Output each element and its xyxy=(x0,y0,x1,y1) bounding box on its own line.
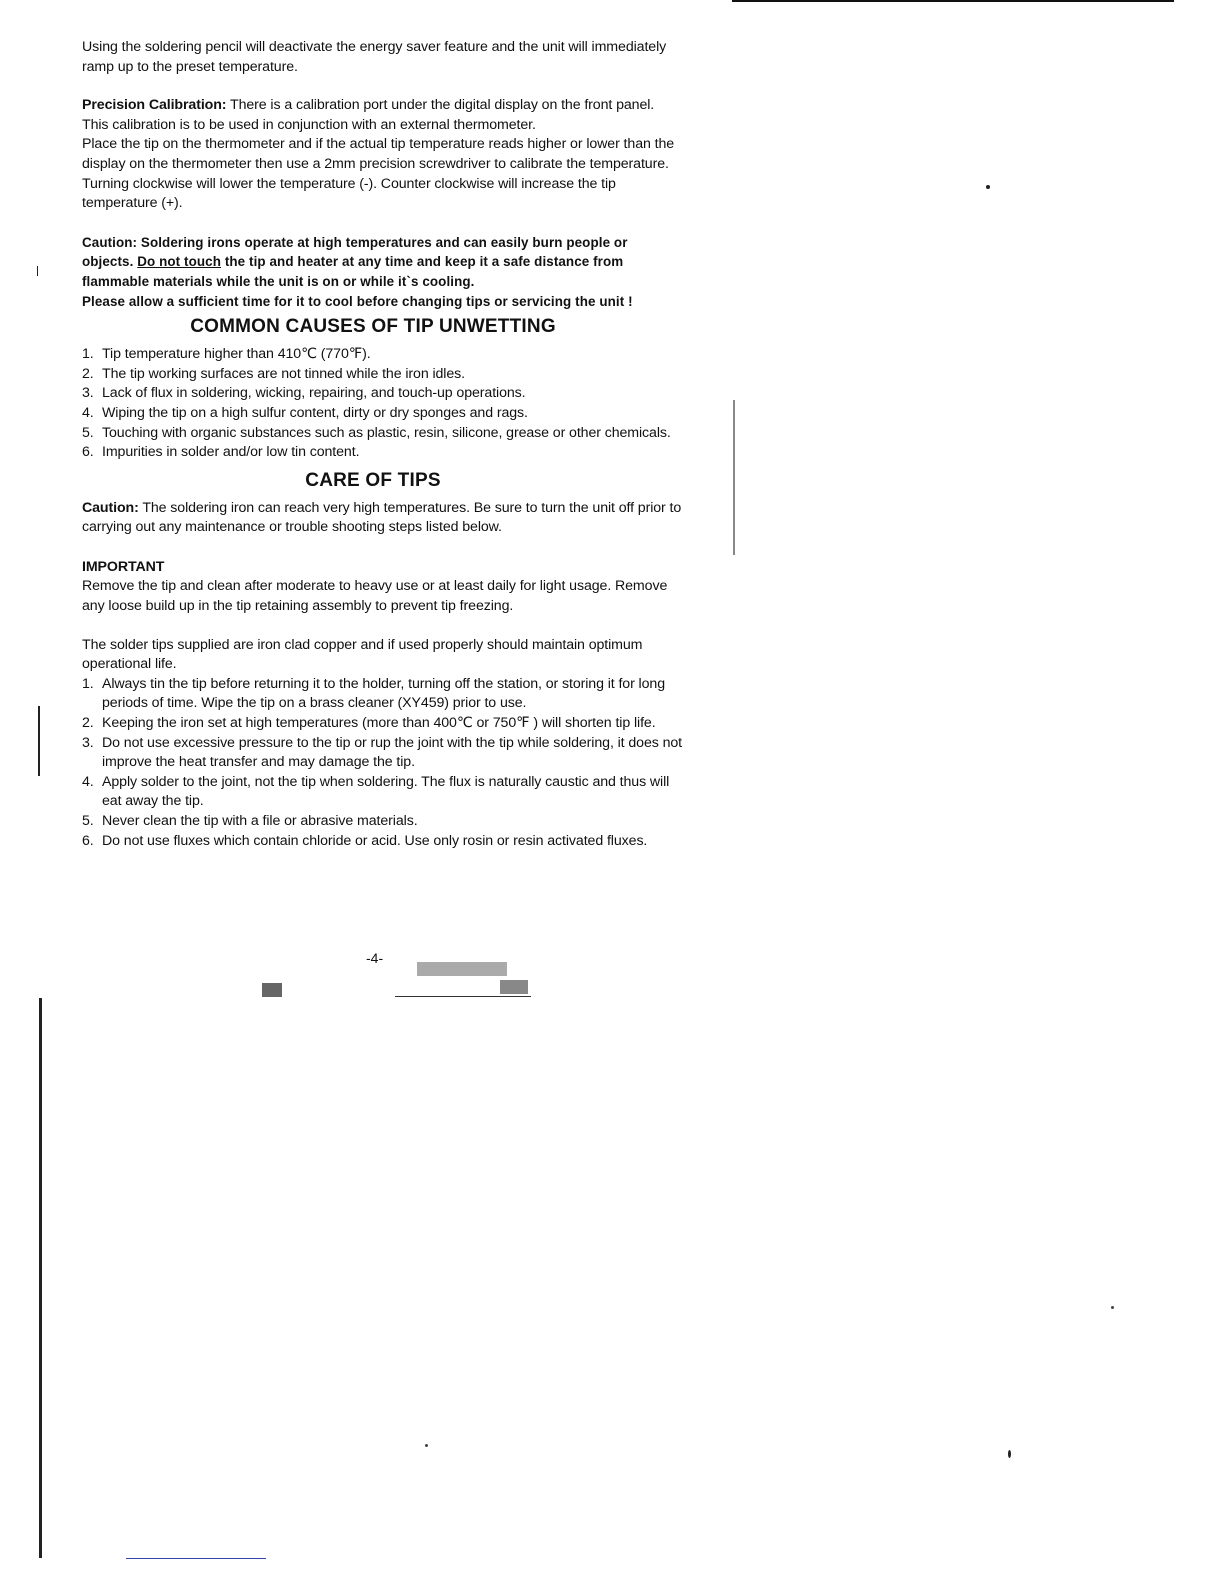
scan-dot xyxy=(1111,1306,1114,1309)
list-number: 6. xyxy=(82,832,94,849)
care-caution-paragraph xyxy=(82,499,682,538)
list-text: Never clean the tip with a file or abrasive materials. xyxy=(102,813,418,829)
list-number: 1. xyxy=(82,675,94,692)
list-number: 3. xyxy=(82,734,94,751)
document-body xyxy=(82,38,682,851)
calibration-paragraph xyxy=(82,96,682,135)
important-label: IMPORTANT xyxy=(82,558,165,575)
care-caution-label: Caution: xyxy=(82,499,139,516)
scan-mark xyxy=(417,962,507,976)
calibration-text: There is a calibration port under the digital display on the front panel. This calibration is to be used in conjunction with an external thermometer. xyxy=(82,97,655,133)
important-paragraph: Remove the tip and clean after moderate to heavy use or at least daily for light usage. Remove any loose build up in the tip retaining assembly to prevent tip freezing. xyxy=(82,578,668,615)
list-item xyxy=(82,404,682,424)
list-number: 5. xyxy=(82,424,94,441)
list-text: Keeping the iron set at high temperatures (more than 400℃ or 750℉ ) will shorten tip life. xyxy=(102,715,656,732)
unwetting-causes-list xyxy=(82,345,682,463)
list-text: Apply solder to the joint, not the tip when soldering. The flux is naturally caustic and thus will eat away the tip. xyxy=(102,773,670,810)
list-item xyxy=(82,424,682,444)
list-item xyxy=(82,443,682,463)
scan-dot xyxy=(986,185,990,189)
caution-paragraph xyxy=(82,233,682,292)
list-item xyxy=(82,345,682,365)
cooling-notice: Please allow a sufficient time for it to cool before changing tips or servicing the unit ! xyxy=(82,293,633,309)
list-text: Touching with organic substances such as plastic, resin, silicone, grease or other chemicals. xyxy=(102,424,671,441)
list-text: Do not use fluxes which contain chloride or acid. Use only rosin or resin activated fluxes. xyxy=(102,832,648,849)
section-heading-care: CARE OF TIPS xyxy=(305,469,441,491)
scan-mark xyxy=(262,983,282,997)
list-item xyxy=(82,812,682,832)
top-border-line xyxy=(732,0,1174,2)
caution-label: Caution: xyxy=(82,234,138,250)
caution-emphasis: Do not touch xyxy=(137,254,221,270)
list-item xyxy=(82,714,682,734)
scan-mark xyxy=(37,266,38,276)
care-caution-text: The soldering iron can reach very high temperatures. Be sure to turn the unit off prior to carrying out any maintenance or trouble shooting steps listed below. xyxy=(82,499,682,536)
intro-paragraph: Using the soldering pencil will deactivate the energy saver feature and the unit will immediately ramp up to the preset temperature. xyxy=(82,39,667,75)
list-text: Tip temperature higher than 410℃ (770℉). xyxy=(102,346,371,363)
list-number: 5. xyxy=(82,813,94,829)
list-number: 4. xyxy=(82,773,94,790)
list-item xyxy=(82,734,682,773)
caution-text: Soldering irons operate at high temperatures and can easily burn people or objects. xyxy=(82,234,628,270)
list-number: 2. xyxy=(82,365,94,382)
list-number: 1. xyxy=(82,346,94,363)
calibration-procedure: Place the tip on the thermometer and if the actual tip temperature reads higher or lower than the display on the thermometer then use a 2mm precision screwdriver to calibrate the temperature. Turning clockwise will lower the temperature (-). Counter clockwise will increase the tip temperature (+). xyxy=(82,136,675,212)
caution-text-cont: the tip and heater at any time and keep it a safe distance from flammable materials while the unit is on or while it`s cooling. xyxy=(82,254,624,289)
list-text: Impurities in solder and/or low tin content. xyxy=(102,444,360,461)
calibration-label: Precision Calibration: xyxy=(82,97,227,114)
scan-dot xyxy=(1008,1450,1011,1458)
list-number: 3. xyxy=(82,385,94,402)
list-item xyxy=(82,675,682,714)
divider-line xyxy=(395,996,531,997)
divider-line xyxy=(126,1558,266,1559)
list-text: Do not use excessive pressure to the tip or rup the joint with the tip while soldering, it does not improve the heat transfer and may damage the tip. xyxy=(102,734,682,771)
list-text: Lack of flux in soldering, wicking, repairing, and touch-up operations. xyxy=(102,385,526,402)
left-scan-edge xyxy=(39,998,42,1558)
list-item xyxy=(82,365,682,385)
section-heading-unwetting: COMMON CAUSES OF TIP UNWETTING xyxy=(190,316,556,338)
scan-dot xyxy=(425,1444,428,1447)
list-item xyxy=(82,773,682,812)
list-text: The tip working surfaces are not tinned while the iron idles. xyxy=(102,365,465,382)
list-number: 6. xyxy=(82,444,94,461)
list-item xyxy=(82,384,682,404)
list-number: 4. xyxy=(82,404,94,421)
list-text: Wiping the tip on a high sulfur content, dirty or dry sponges and rags. xyxy=(102,404,528,421)
scan-mark xyxy=(733,400,735,555)
tip-care-list xyxy=(82,675,682,851)
tips-intro-paragraph: The solder tips supplied are iron clad copper and if used properly should maintain optimum operational life. xyxy=(82,636,643,673)
list-number: 2. xyxy=(82,715,94,732)
scan-mark xyxy=(38,706,40,776)
scan-mark xyxy=(500,980,528,994)
list-text: Always tin the tip before returning it to the holder, turning off the station, or storing it for long periods of time. Wipe the tip on a brass cleaner (XY459) prior to use. xyxy=(102,675,665,712)
list-item xyxy=(82,832,682,852)
page-number: -4- xyxy=(366,950,384,966)
